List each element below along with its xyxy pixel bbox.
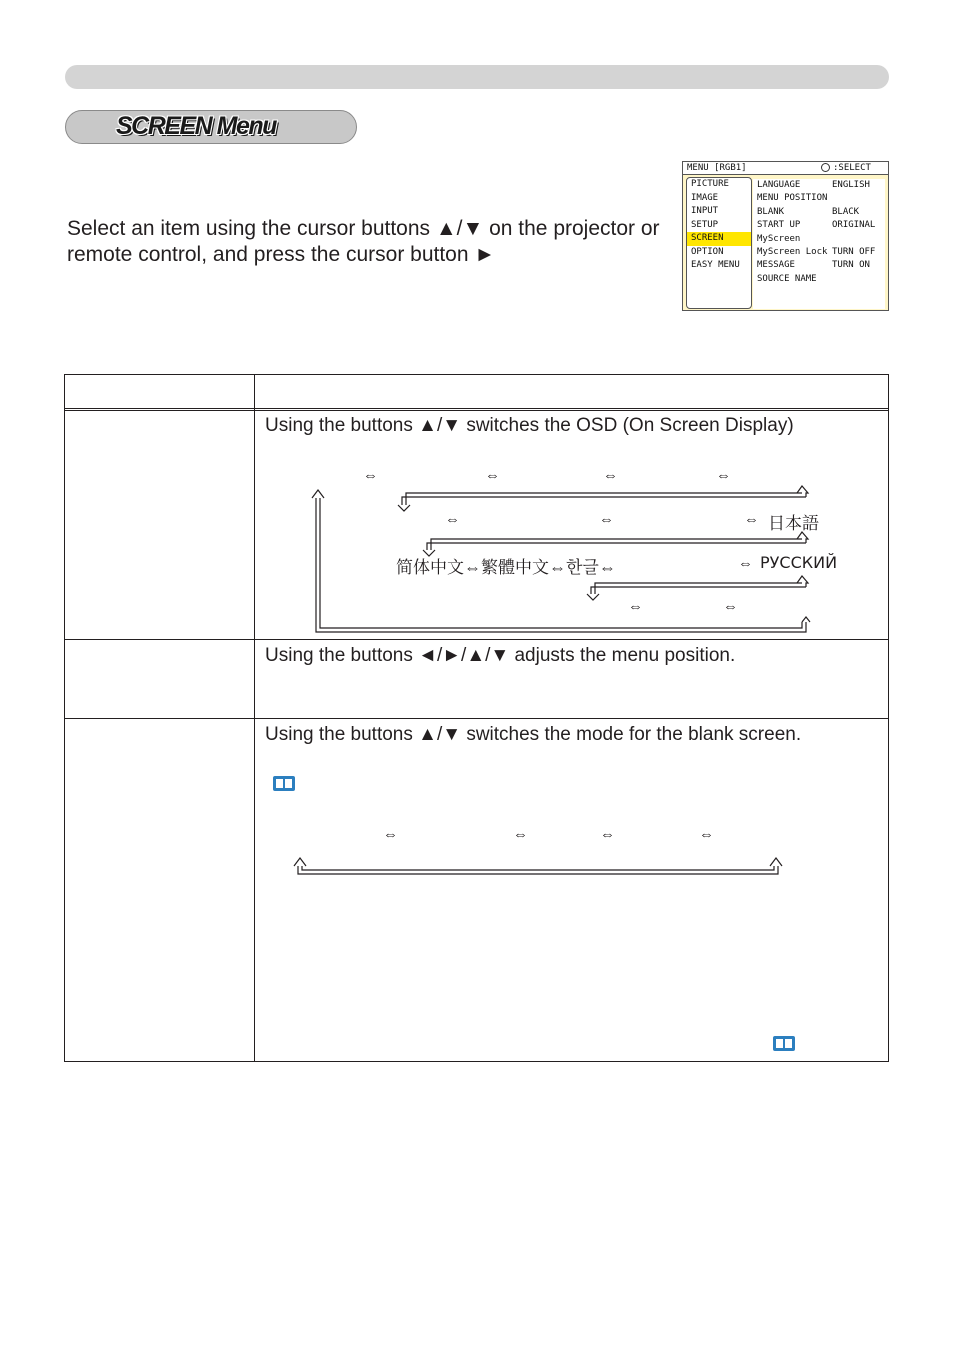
- osd-menu-item: PICTURE: [691, 179, 729, 189]
- cycle-arrow-icon: ⇔: [723, 598, 738, 615]
- page-title: SCREEN Menu: [116, 112, 276, 140]
- cycle-arrow-icon: ⇔: [485, 467, 500, 484]
- osd-menu-item: INPUT: [691, 206, 719, 216]
- osd-submenu-item: BLANK BLACK: [757, 206, 860, 217]
- osd-submenu-item: LANGUAGE ENGLISH: [757, 180, 870, 190]
- language-description: Using the buttons ▲/▼ switches the OSD (On Screen Display): [265, 415, 794, 436]
- cycle-arrow-icon: ⇔: [603, 467, 618, 484]
- language-russian: РУССКИЙ: [760, 553, 838, 572]
- cycle-arrow-icon: ⇔: [699, 826, 714, 843]
- cycle-arrow-icon: ⇔: [513, 826, 528, 843]
- cycle-arrow-icon: ⇔: [363, 467, 378, 484]
- language-asian-group: 简体中文⇔繁體中文⇔한글⇔: [396, 558, 616, 577]
- osd-submenu-item: MESSAGE TURN ON: [757, 260, 870, 271]
- osd-menu-item: OPTION: [691, 246, 724, 257]
- cycle-arrow-icon: ⇔: [628, 598, 643, 615]
- osd-menu-item-selected: SCREEN: [687, 232, 751, 246]
- osd-submenu-item: MyScreen Lock TURN OFF: [757, 246, 876, 257]
- intro-text: Select an item using the cursor buttons ▲/▼ on the projector or remote control, and press the cursor button ►: [67, 217, 660, 266]
- osd-select-hint: :SELECT: [833, 163, 871, 173]
- osd-menu-item: EASY MENU: [691, 260, 740, 270]
- cycle-arrow-icon: ⇔: [744, 511, 759, 528]
- cycle-arrow-icon: ⇔: [600, 826, 615, 843]
- osd-submenu-item: START UP ORIGINAL: [757, 220, 876, 231]
- osd-submenu-item: SOURCE NAME: [757, 273, 817, 284]
- blank-description: Using the buttons ▲/▼ switches the mode for the blank screen.: [265, 724, 802, 745]
- cycle-arrow-icon: ⇔: [738, 555, 753, 572]
- cycle-arrow-icon: ⇔: [599, 511, 614, 528]
- cycle-arrow-icon: ⇔: [716, 467, 731, 484]
- language-japanese: 日本語: [768, 514, 819, 533]
- osd-header-title: MENU [RGB1]: [687, 163, 747, 173]
- osd-menu-item: SETUP: [691, 219, 719, 230]
- cycle-arrow-icon: ⇔: [445, 511, 460, 528]
- osd-menu-item: IMAGE: [691, 192, 719, 203]
- osd-submenu-item: MENU POSITION: [757, 193, 828, 204]
- cycle-arrow-icon: ⇔: [383, 826, 398, 843]
- osd-submenu-item: MyScreen: [757, 233, 801, 244]
- menu-position-description: Using the buttons ◄/►/▲/▼ adjusts the menu position.: [265, 645, 736, 666]
